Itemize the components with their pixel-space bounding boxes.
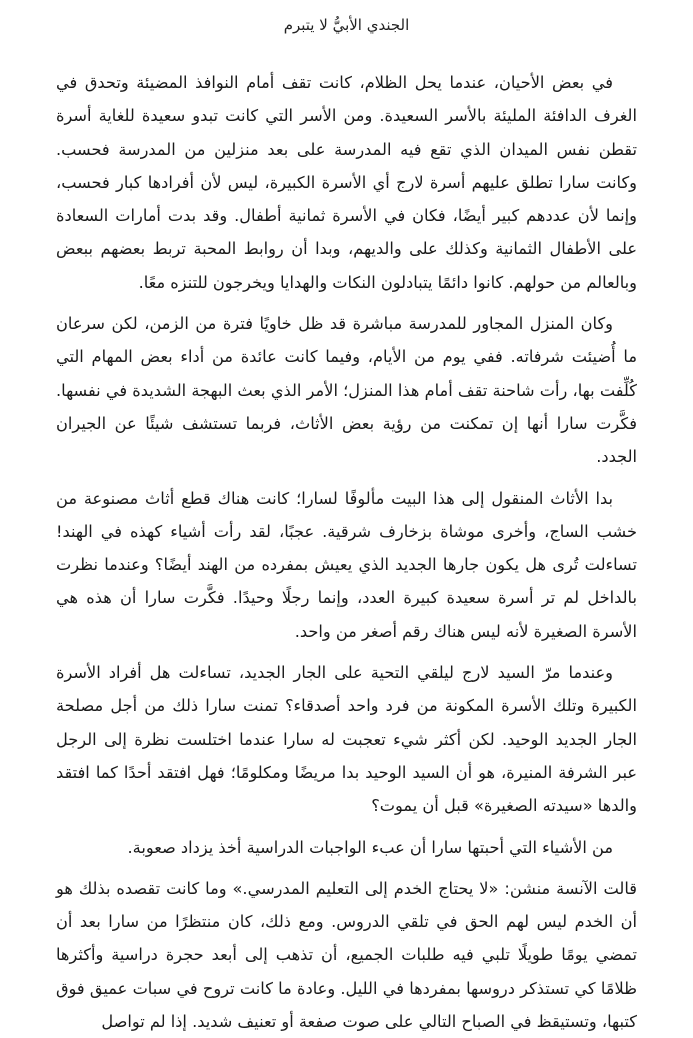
paragraph: بدا الأثاث المنقول إلى هذا البيت مألوفًا لسارا؛ كانت هناك قطع أثاث مصنوعة من خشب الساج، وأخرى موشاة بزخارف شرقية. عجبًا، لقد رأت أشياء كهذه في الهند! تساءلت تُرى هل يكون جارها الجديد الذي يعيش بمفرده من الهند أيضًا؟ وعندما نظرت بالداخل لم تر أسرة سعيدة كبيرة العدد، وإنما رجلًا وحيدًا. فكَّرت سارا أن هذه هي الأسرة الصغيرة لأنه ليس هناك رقم أصغر من واحد. bbox=[56, 488, 637, 641]
body-text bbox=[56, 66, 637, 1038]
paragraph: قالت الآنسة منشن: «لا يحتاج الخدم إلى التعليم المدرسي.» وما كانت تقصده بذلك هو أن الخدم ليس لهم الحق في تلقي الدروس. ومع ذلك، كان منتظرًا من سارا بعد أن تمضي يومًا طويلًا تلبي فيه طلبات الجميع، أن تذهب إلى أبعد حجرة دراسية وأكثرها ظلامًا كي تستذكر دروسها بمفردها في الليل. وعادة ما كانت تروح في سبات عميق فوق كتبها، وتستيقظ في الصباح التالي على صوت صفعة أو تعنيف شديد. إذا لم تواصل bbox=[56, 878, 637, 1032]
paragraph: من الأشياء التي أحبتها سارا أن عبء الواجبات الدراسية أخذ يزداد صعوبة. bbox=[127, 837, 613, 857]
running-header: الجندي الأبيُّ لا يتبرم bbox=[283, 16, 410, 34]
paragraph: وكان المنزل المجاور للمدرسة مباشرة قد ظل خاويًا فترة من الزمن، لكن سرعان ما أُضيئت شرفاته. ففي يوم من الأيام، وفيما كانت عائدة من أداء بعض المهام التي كُلِّفت بها، رأت شاحنة تقف أمام هذا المنزل؛ الأمر الذي بعث البهجة الشديدة في نفسها. فكَّرت سارا أنها إن تمكنت من رؤية بعض الأثاث، فربما تستشف شيئًا عن الجيران الجدد. bbox=[56, 314, 637, 467]
paragraph: وعندما مرّ السيد لارج ليلقي التحية على الجار الجديد، تساءلت هل أفراد الأسرة الكبيرة وتلك الأسرة المكونة من فرد واحد أصدقاء؟ تمنت سارا ذلك من أجل مصلحة الجار الجديد الوحيد. لكن أكثر شيء تعجبت له سارا عندما اختلست نظرة إلى الرجل عبر الشرفة المنيرة، هو أن السيد الوحيد بدا مريضًا ومكلومًا؛ فهل افتقد أحدًا كما افتقد والدها «سيدته الصغيرة» قبل أن يموت؟ bbox=[56, 663, 637, 816]
paragraph: في بعض الأحيان، عندما يحل الظلام، كانت تقف أمام النوافذ المضيئة وتحدق في الغرف الدافئة المليئة بالأسر السعيدة. ومن الأسر التي كانت تبدو سعيدة للغاية أسرة تقطن نفس الميدان الذي تقع فيه المدرسة على بعد منزلين من المدرسة فحسب. وكانت سارا تطلق عليهم أسرة لارج أي الأسرة الكبيرة، ليس لأن أفرادها كبار فحسب، وإنما لأن عددهم كبير أيضًا، فكان في الأسرة ثمانية أطفال. وقد بدت أمارات السعادة على الأطفال الثمانية وكذلك على والديهم، وبدا أن روابط المحبة تربط بعضهم ببعض وبالعالم من حولهم. كانوا دائمًا يتبادلون النكات والهدايا ويخرجون للتنزه معًا. bbox=[56, 73, 637, 292]
